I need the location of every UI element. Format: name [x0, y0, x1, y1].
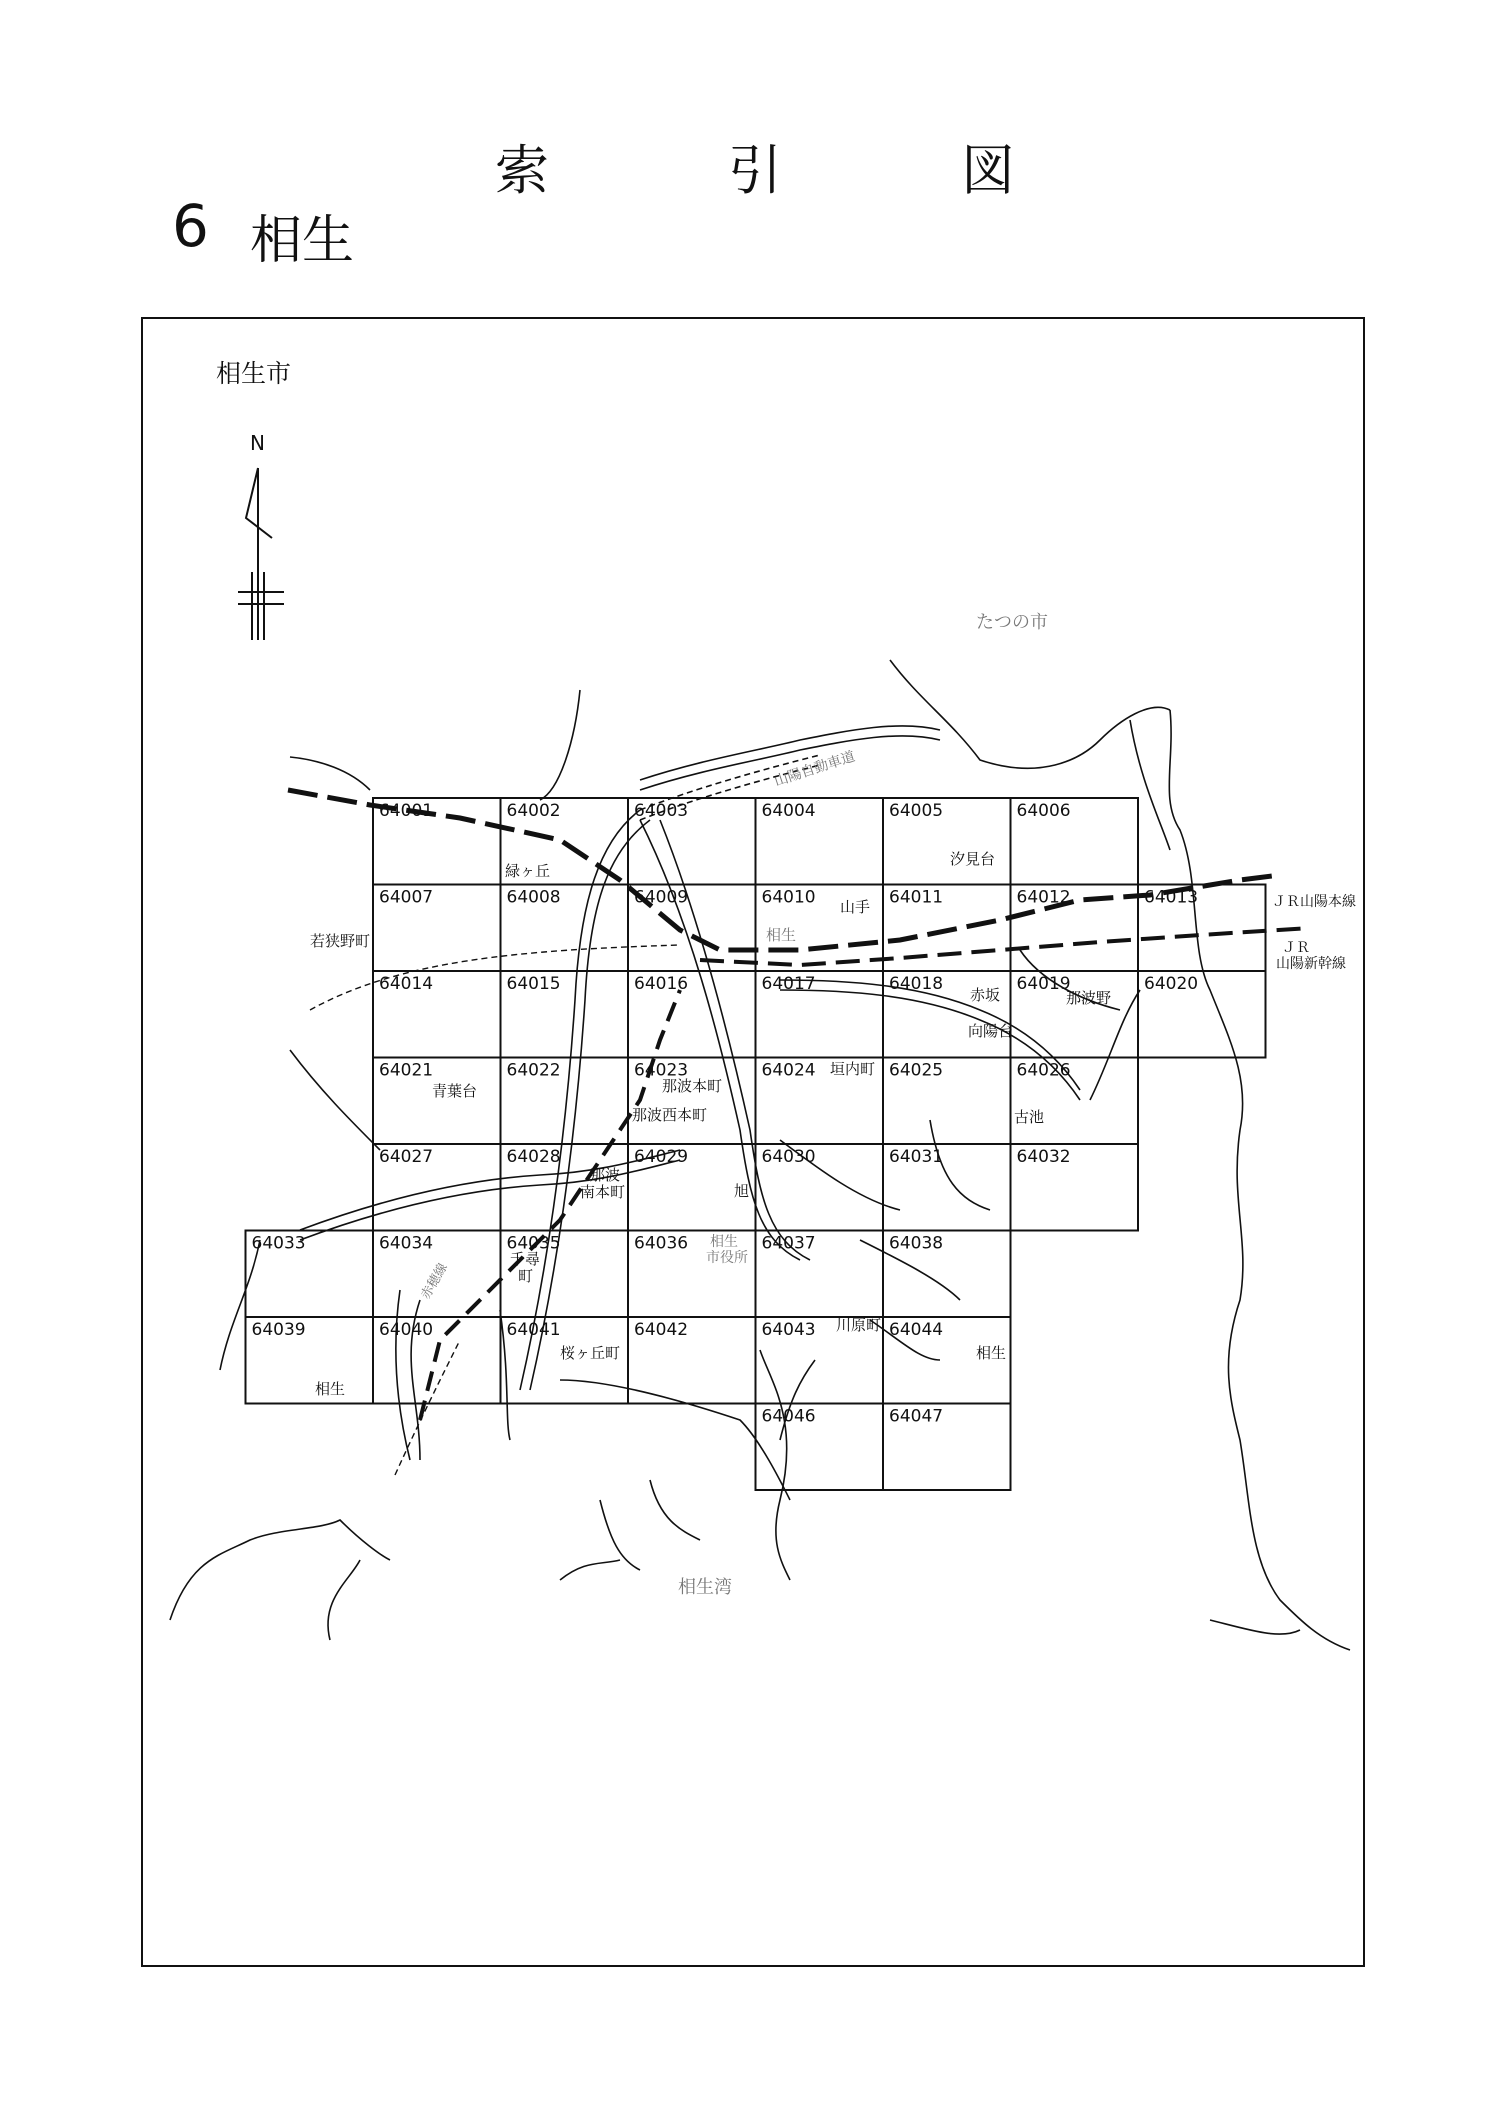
place-furuike: 古池 — [1014, 1108, 1045, 1126]
grid-cell-label: 64016 — [634, 974, 689, 994]
grid-cell-label: 64028 — [506, 1147, 561, 1167]
title-char-3: 図 — [961, 139, 1015, 202]
grid-cell-label: 64044 — [889, 1320, 944, 1340]
place-aioi-east: 相生 — [976, 1344, 1007, 1362]
label-jr-shinkansen-1: ＪＲ — [1282, 940, 1310, 956]
grid-cell-label: 64004 — [761, 801, 816, 821]
place-akasaka: 赤坂 — [970, 986, 1001, 1004]
grid-cell-label: 64020 — [1144, 974, 1199, 994]
place-yamate: 山手 — [840, 898, 871, 916]
grid-cell-label: 64042 — [634, 1320, 689, 1340]
grid-cell-label: 64023 — [634, 1060, 689, 1081]
label-jr-main-line: ＪＲ山陽本線 — [1272, 894, 1356, 910]
grid-cell-label: 64007 — [379, 887, 434, 908]
grid-cell-label: 64002 — [506, 801, 561, 821]
place-nabaminami-2: 南本町 — [580, 1183, 626, 1201]
place-sakuragaoka: 桜ヶ丘町 — [560, 1344, 621, 1362]
grid-cell-label: 64014 — [379, 974, 434, 994]
section-name: 相生 — [250, 211, 355, 271]
grid-cell-label: 64040 — [379, 1320, 434, 1340]
place-kakiuchi: 垣内町 — [830, 1060, 876, 1078]
grid-cell-label: 64035 — [506, 1233, 561, 1254]
place-aioi-station: 相生 — [766, 926, 797, 944]
place-nabanishihonmachi: 那波西本町 — [632, 1106, 708, 1124]
place-mukaihidai: 向陽台 — [968, 1022, 1014, 1040]
section-number: 6 — [172, 192, 209, 260]
place-aioi-west: 相生 — [315, 1380, 346, 1398]
grid-cell-label: 64024 — [761, 1060, 816, 1081]
grid-cell-label: 64041 — [506, 1320, 561, 1340]
place-chihiro-2: 町 — [518, 1267, 534, 1285]
place-nabahonmachi: 那波本町 — [662, 1077, 723, 1095]
grid-cell-label: 64018 — [889, 974, 944, 994]
grid-cell-label: 64046 — [761, 1406, 816, 1427]
grid-cell-label: 64030 — [761, 1147, 816, 1167]
north-arrow-icon — [238, 468, 284, 640]
map-linework — [170, 660, 1350, 1650]
grid-cell-label: 64034 — [379, 1233, 434, 1254]
place-labels — [310, 748, 1356, 1598]
grid-cell-label: 64017 — [761, 974, 816, 994]
grid-cell-label: 64031 — [889, 1147, 944, 1167]
title-char-2: 引 — [728, 139, 782, 202]
place-aobadai: 青葉台 — [432, 1082, 478, 1100]
place-kawaramachi: 川原町 — [836, 1316, 882, 1334]
grid-cell-label: 64009 — [634, 887, 689, 908]
place-asahi: 旭 — [734, 1182, 750, 1200]
grid-cell-label: 64003 — [634, 801, 689, 821]
grid-cell-label: 64012 — [1016, 887, 1071, 908]
grid-cell-label: 64047 — [889, 1406, 944, 1427]
index-grid-labels — [252, 801, 1199, 1427]
north-label: N — [250, 431, 265, 455]
place-wakasano: 若狭野町 — [310, 932, 371, 950]
grid-cell-label: 64006 — [1016, 801, 1071, 821]
place-nabano: 那波野 — [1066, 989, 1112, 1007]
place-midorigaoka: 緑ヶ丘 — [505, 862, 551, 880]
title-char-1: 索 — [495, 139, 549, 202]
grid-cell-label: 64025 — [889, 1060, 944, 1081]
grid-cell-label: 64005 — [889, 801, 944, 821]
grid-cell-label: 64032 — [1016, 1147, 1071, 1167]
grid-cell-label: 64043 — [761, 1320, 816, 1340]
place-aioi-bay: 相生湾 — [678, 1577, 732, 1598]
grid-cell-label: 64011 — [889, 887, 944, 908]
place-cityhall-1: 相生 — [710, 1234, 738, 1250]
place-shiomidai: 汐見台 — [950, 850, 996, 868]
grid-cell-label: 64037 — [761, 1233, 816, 1254]
grid-cell-label: 64021 — [379, 1060, 434, 1081]
place-chihiro-1: 千尋 — [510, 1250, 541, 1268]
grid-cell-label: 64039 — [251, 1320, 306, 1340]
grid-cell-label: 64008 — [506, 887, 561, 908]
label-jr-shinkansen-2: 山陽新幹線 — [1276, 956, 1346, 972]
label-expressway: 山陽自動車道 — [772, 748, 858, 790]
grid-cell-label: 64001 — [379, 801, 434, 821]
grid-cell-label: 64038 — [889, 1233, 944, 1254]
grid-cell-label: 64015 — [506, 974, 561, 994]
place-nabaminami-1: 那波 — [590, 1166, 621, 1184]
grid-cell-label: 64029 — [634, 1147, 689, 1167]
grid-cell-label: 64013 — [1144, 887, 1199, 908]
grid-cell-label: 64036 — [634, 1233, 689, 1254]
place-cityhall-2: 市役所 — [706, 1250, 748, 1266]
grid-cell-label: 64026 — [1016, 1060, 1071, 1081]
label-ako-line: 赤穂線 — [418, 1260, 451, 1302]
grid-cell-label: 64033 — [251, 1233, 306, 1254]
city-label: 相生市 — [216, 359, 292, 388]
grid-cell-label: 64022 — [506, 1060, 561, 1081]
grid-cell-label: 64010 — [761, 887, 816, 908]
grid-cell-label: 64027 — [379, 1147, 434, 1167]
neighbor-city-label: たつの市 — [976, 612, 1048, 633]
grid-cell-label: 64019 — [1016, 974, 1071, 994]
